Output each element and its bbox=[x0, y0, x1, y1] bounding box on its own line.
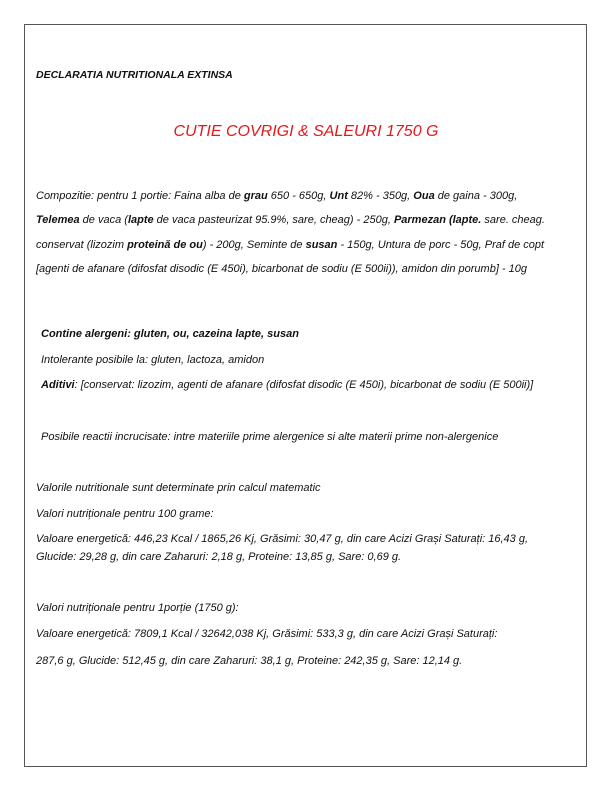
portion-line-2: 287,6 g, Glucide: 512,45 g, din care Zaharuri: 38,1 g, Proteine: 242,35 g, Sare: 12,14 g. bbox=[36, 655, 463, 667]
allergens-line: Contine alergeni: gluten, ou, cazeina lapte, susan bbox=[41, 328, 299, 340]
portion-line-1: Valoare energetică: 7809,1 Kcal / 32642,038 Kj, Grăsimi: 533,3 g, din care Acizi Grași Saturați: bbox=[36, 628, 498, 640]
per100-heading: Valori nutriționale pentru 100 grame: bbox=[36, 508, 214, 520]
nutrition-method: Valorile nutritionale sunt determinate prin calcul matematic bbox=[36, 482, 321, 494]
composition-line-3: conservat (lizozim proteină de ou) - 200g, Seminte de susan - 150g, Untura de porc - 50g, Praf de copt bbox=[36, 239, 545, 251]
composition-line-1: Compozitie: pentru 1 portie: Faina alba de grau 650 - 650g, Unt 82% - 350g, Oua de gaina - 300g, bbox=[36, 190, 518, 202]
per100-line-2: Glucide: 29,28 g, din care Zaharuri: 2,18 g, Proteine: 13,85 g, Sare: 0,69 g. bbox=[36, 551, 402, 563]
intolerances-line: Intolerante posibile la: gluten, lactoza, amidon bbox=[41, 354, 265, 366]
per100-line-1: Valoare energetică: 446,23 Kcal / 1865,26 Kj, Grăsimi: 30,47 g, din care Acizi Grași Saturați: 16,43 g, bbox=[36, 533, 529, 545]
document-heading: DECLARATIA NUTRITIONALA EXTINSA bbox=[36, 69, 233, 81]
additives-line: Aditivi: [conservat: lizozim, agenti de afanare (difosfat disodic (E 450i), bicarbonat de sodiu (E 500ii)] bbox=[41, 379, 534, 391]
portion-heading: Valori nutriționale pentru 1porție (1750 g): bbox=[36, 602, 239, 614]
composition-line-2: Telemea de vaca (lapte de vaca pasteurizat 95.9%, sare, cheag) - 250g, Parmezan (lapte. sare. cheag. bbox=[36, 214, 545, 226]
cross-reactions-line: Posibile reactii incrucisate: intre materiile prime alergenice si alte materii prime non-alergenice bbox=[41, 431, 499, 443]
product-title: CUTIE COVRIGI & SALEURI 1750 G bbox=[173, 123, 439, 140]
composition-line-4: [agenti de afanare (difosfat disodic (E 450i), bicarbonat de sodiu (E 500ii)), amidon din porumb] - 10g bbox=[36, 263, 528, 275]
